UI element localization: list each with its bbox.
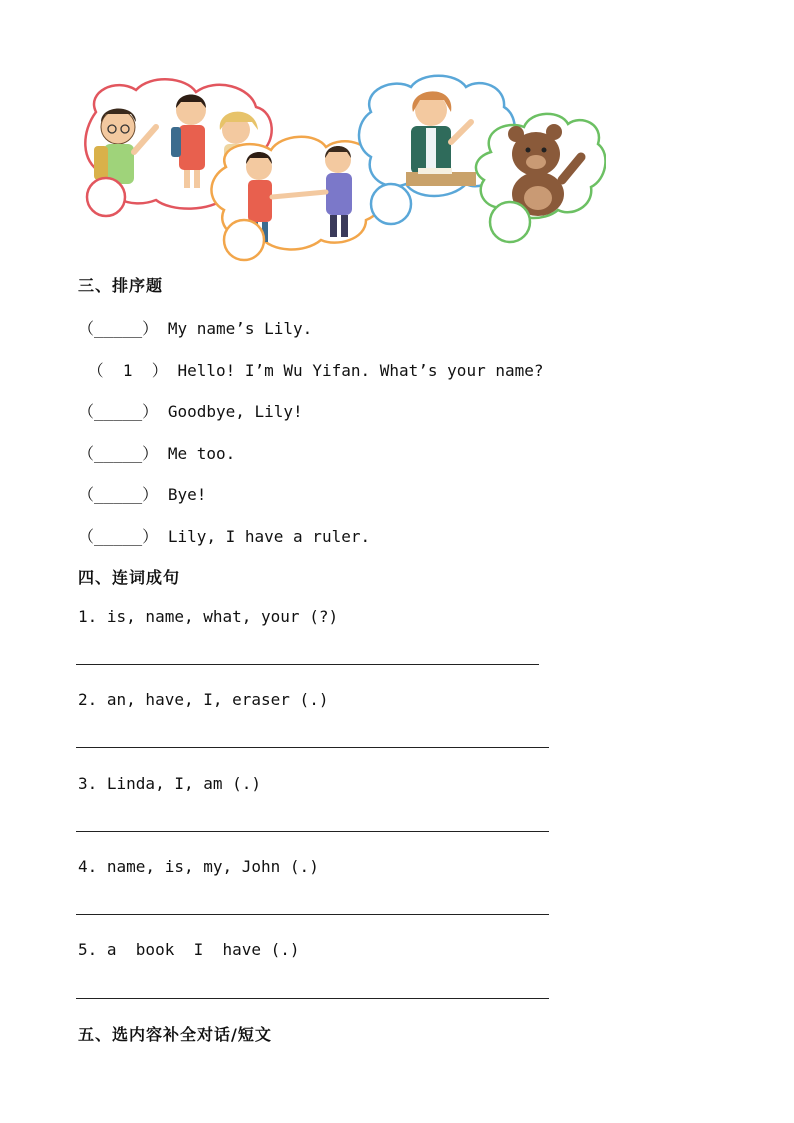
word-order-item-5: 5. a book I have (.) — [78, 940, 300, 959]
ordering-blank: （_____） — [78, 402, 159, 421]
answer-line-3[interactable] — [76, 831, 549, 832]
section-3-title: 三、排序题 — [78, 276, 164, 295]
cloud-teddy-bear — [476, 114, 606, 242]
cloud-handshake — [211, 137, 386, 260]
ordering-item-6 — [78, 524, 370, 547]
ordering-item-2 — [78, 358, 544, 381]
word-order-item-1: 1. is, name, what, your (?) — [78, 607, 339, 626]
ordering-blank: （_____） — [78, 485, 159, 504]
section-5-title: 五、选内容补全对话/短文 — [78, 1025, 272, 1044]
answer-line-4[interactable] — [76, 914, 549, 915]
ordering-blank: （_____） — [78, 444, 159, 463]
word-order-item-2: 2. an, have, I, eraser (.) — [78, 690, 329, 709]
ordering-text: Hello! I’m Wu Yifan. What’s your name? — [177, 361, 544, 380]
ordering-text: My name’s Lily. — [167, 319, 313, 338]
ordering-text: Lily, I have a ruler. — [167, 527, 371, 546]
answer-line-2[interactable] — [76, 747, 549, 748]
ordering-text: Bye! — [167, 485, 207, 504]
ordering-text: Goodbye, Lily! — [167, 402, 303, 421]
ordering-item-5 — [78, 482, 206, 505]
word-order-item-4: 4. name, is, my, John (.) — [78, 857, 319, 876]
ordering-item-1 — [78, 316, 312, 339]
ordering-blank: （ 1 ） — [78, 361, 168, 380]
section-4-title: 四、连词成句 — [78, 568, 181, 587]
ordering-text: Me too. — [167, 444, 236, 463]
answer-line-1[interactable] — [76, 664, 539, 665]
word-order-item-3: 3. Linda, I, am (.) — [78, 774, 262, 793]
ordering-blank: （_____） — [78, 527, 159, 546]
ordering-item-3 — [78, 399, 303, 422]
ordering-blank: （_____） — [78, 319, 159, 338]
dialogue-illustration — [76, 72, 606, 267]
ordering-item-4 — [78, 441, 235, 464]
answer-line-5[interactable] — [76, 998, 549, 999]
